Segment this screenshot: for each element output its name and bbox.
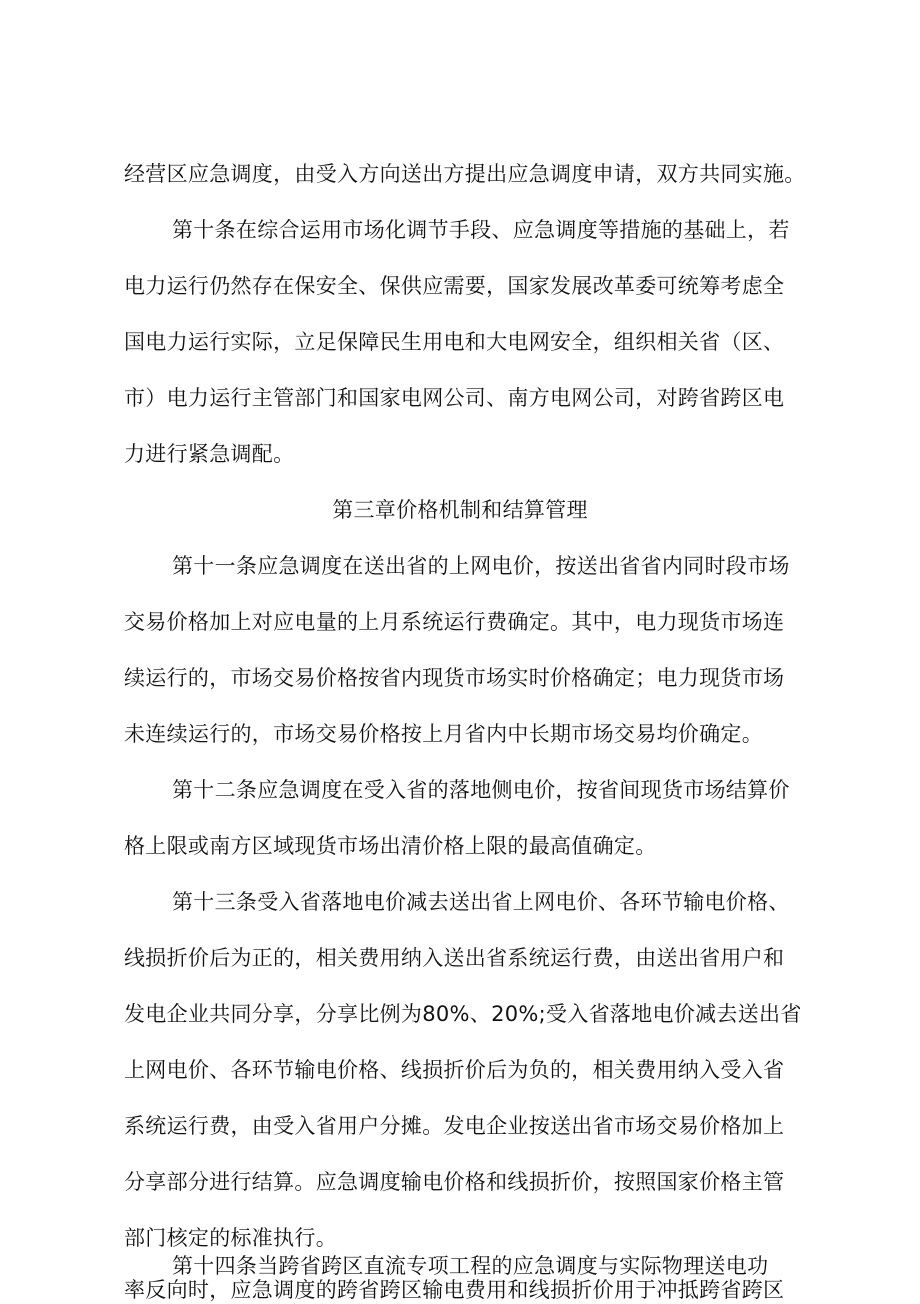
text-line: 部门核定的标准执行。 (124, 1226, 337, 1250)
text-line: 交易价格加上对应电量的上月系统运行费确定。其中，电力现货市场连 (124, 610, 785, 634)
text-line: 系统运行费，由受入省用户分摊。发电企业按送出省市场交易价格加上 (124, 1114, 785, 1138)
article-12-first-line: 第十二条应急调度在受入省的落地侧电价，按省间现货市场结算价 (172, 778, 790, 802)
article-14-first-line: 第十四条当跨省跨区直流专项工程的应急调度与实际物理送电功 (172, 1254, 769, 1278)
text-line: 分享部分进行结算。应急调度输电价格和线损折价，按照国家价格主管 (124, 1170, 785, 1194)
text-line: 格上限或南方区域现货市场出清价格上限的最高值确定。 (124, 834, 657, 858)
text-line: 经营区应急调度，由受入方向送出方提出应急调度申请，双方共同实施。 (124, 162, 806, 186)
text-line: 市）电力运行主管部门和国家电网公司、南方电网公司，对跨省跨区电 (124, 386, 785, 410)
text-line: 发电企业共同分享，分享比例为80%、20%;受入省落地电价减去送出省 (124, 1002, 802, 1026)
text-line: 电力运行仍然存在保安全、保供应需要，国家发展改革委可统筹考虑全 (124, 274, 785, 298)
chapter-heading: 第三章价格机制和结算管理 (332, 498, 588, 522)
text-line: 上网电价、各环节输电价格、线损折价后为负的，相关费用纳入受入省 (124, 1058, 785, 1082)
text-line: 线损折价后为正的，相关费用纳入送出省系统运行费，由送出省用户和 (124, 946, 785, 970)
text-line: 国电力运行实际，立足保障民生用电和大电网安全，组织相关省（区、 (124, 330, 785, 354)
article-10-first-line: 第十条在综合运用市场化调节手段、应急调度等措施的基础上，若 (172, 218, 790, 242)
text-line: 续运行的，市场交易价格按省内现货市场实时价格确定；电力现货市场 (124, 666, 785, 690)
text-line: 力进行紧急调配。 (124, 442, 295, 466)
text-line: 未连续运行的，市场交易价格按上月省内中长期市场交易均价确定。 (124, 722, 763, 746)
article-13-first-line: 第十三条受入省落地电价减去送出省上网电价、各环节输电价格、 (172, 890, 790, 914)
text-line: 率反向时，应急调度的跨省跨区输电费用和线损折价用于冲抵跨省跨区 (124, 1278, 785, 1302)
article-11-first-line: 第十一条应急调度在送出省的上网电价，按送出省省内同时段市场 (172, 554, 790, 578)
